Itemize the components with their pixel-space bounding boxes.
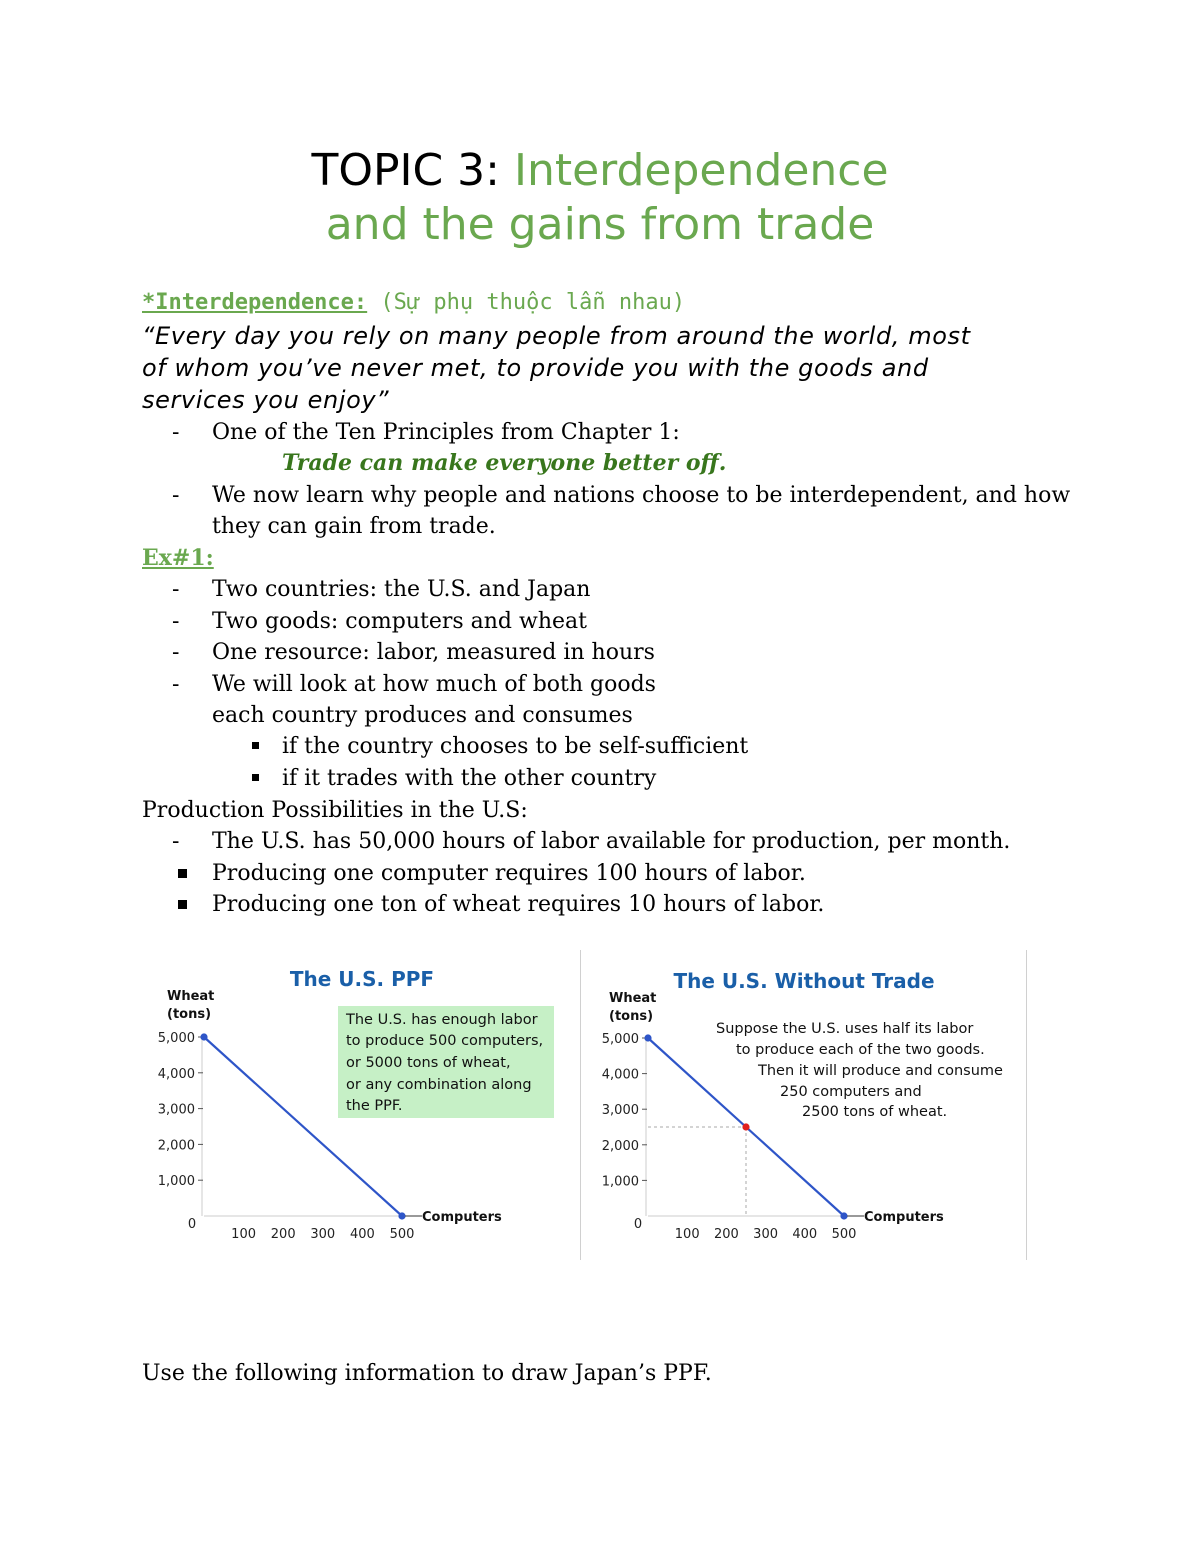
dash-marker: -	[172, 640, 180, 665]
square-bullet-icon	[252, 774, 259, 781]
dash-marker: -	[172, 672, 180, 697]
y-tick-label: 3,000	[601, 1103, 639, 1119]
x-tick-label: 200	[713, 1227, 739, 1242]
chart-divider	[580, 950, 581, 1260]
us-ppf-chart	[150, 950, 570, 1260]
annotation-line: 2500 tons of wheat.	[802, 1104, 948, 1120]
origin-label: 0	[187, 1217, 197, 1232]
bullet-interdependence-line2: they can gain from trade.	[212, 514, 496, 539]
example-item: One resource: labor, measured in hours	[212, 640, 655, 665]
annotation-line: or 5000 tons of wheat,	[346, 1055, 511, 1071]
dash-marker: -	[172, 609, 180, 634]
dash-marker: -	[172, 483, 180, 508]
title-prefix: TOPIC 3:	[311, 145, 514, 196]
interdependence-heading-row	[142, 288, 685, 318]
x-axis-label: Computers	[422, 1210, 502, 1225]
dash-marker: -	[172, 577, 180, 602]
autarky-point	[742, 1123, 749, 1130]
dash-marker: -	[172, 420, 180, 445]
ppf-endpoint	[840, 1212, 847, 1219]
production-computer-item: Producing one computer requires 100 hours of labor.	[212, 861, 806, 886]
example-item: Two goods: computers and wheat	[212, 609, 587, 634]
annotation-line: to produce 500 computers,	[346, 1033, 544, 1049]
ppf-endpoint	[398, 1212, 405, 1219]
x-tick-label: 200	[270, 1227, 296, 1242]
production-wheat-item: Producing one ton of wheat requires 10 hours of labor.	[212, 892, 825, 917]
principle-text: Trade can make everyone better off.	[282, 450, 727, 476]
example-look-line2: each country produces and consumes	[212, 703, 633, 728]
x-tick-label: 300	[753, 1227, 779, 1242]
annotation-line: Then it will produce and consume	[758, 1063, 1003, 1079]
square-bullet-icon	[178, 869, 187, 878]
x-axis-label: Computers	[864, 1210, 944, 1225]
production-labor-item: The U.S. has 50,000 hours of labor available for production, per month.	[212, 829, 1011, 854]
annotation-line: Suppose the U.S. uses half its labor	[716, 1021, 974, 1037]
quote-line: “Every day you rely on many people from around the world, most	[142, 322, 971, 350]
y-tick-label: 2,000	[601, 1138, 639, 1154]
interdependence-heading: *Interdependence:	[142, 290, 368, 315]
example-look-line1: We will look at how much of both goods	[212, 672, 656, 697]
chart-title: The U.S. PPF	[289, 967, 435, 991]
y-tick-label: 2,000	[157, 1138, 195, 1154]
chart-divider	[1026, 950, 1027, 1260]
x-tick-label: 100	[674, 1227, 700, 1242]
dash-marker: -	[172, 829, 180, 854]
y-axis-label-units: (tons)	[167, 1007, 212, 1022]
x-tick-label: 500	[389, 1227, 415, 1242]
y-tick-label: 4,000	[157, 1066, 195, 1082]
y-axis-label: Wheat	[167, 989, 215, 1004]
y-axis-label-units: (tons)	[609, 1009, 654, 1024]
annotation-line: to produce each of the two goods.	[736, 1042, 985, 1058]
origin-label: 0	[633, 1217, 643, 1232]
production-heading: Production Possibilities in the U.S:	[142, 798, 528, 823]
closing-instruction: Use the following information to draw Japan’s PPF.	[142, 1361, 712, 1386]
title-green-line1: Interdependence	[514, 145, 889, 196]
bullet-principle-intro: One of the Ten Principles from Chapter 1:	[212, 420, 680, 445]
quote-block	[142, 320, 971, 416]
page-title	[0, 144, 1200, 198]
y-tick-label: 5,000	[157, 1031, 195, 1046]
annotation-line: 250 computers and	[780, 1084, 922, 1100]
example-sub-item: if it trades with the other country	[282, 766, 657, 791]
y-tick-label: 5,000	[601, 1032, 639, 1047]
quote-line: of whom you’ve never met, to provide you with the goods and	[142, 354, 929, 382]
x-tick-label: 100	[231, 1227, 257, 1242]
chart-title: The U.S. Without Trade	[673, 969, 935, 993]
ppf-endpoint	[200, 1033, 207, 1040]
example-item: Two countries: the U.S. and Japan	[212, 577, 591, 602]
x-tick-label: 400	[792, 1227, 818, 1242]
example-label: Ex#1:	[142, 545, 214, 571]
square-bullet-icon	[178, 900, 187, 909]
page-title-line2: and the gains from trade	[325, 199, 875, 250]
y-tick-label: 1,000	[601, 1174, 639, 1190]
annotation-line: the PPF.	[346, 1098, 403, 1114]
square-bullet-icon	[252, 742, 259, 749]
x-tick-label: 500	[831, 1227, 857, 1242]
y-tick-label: 4,000	[601, 1067, 639, 1083]
quote-line: services you enjoy”	[142, 386, 390, 414]
y-tick-label: 1,000	[157, 1174, 195, 1190]
x-tick-label: 300	[310, 1227, 336, 1242]
annotation-line: The U.S. has enough labor	[346, 1012, 538, 1028]
us-without-trade-chart	[592, 950, 1012, 1260]
annotation-line: or any combination along	[346, 1077, 532, 1093]
interdependence-translation: (Sự phụ thuộc lẫn nhau)	[380, 290, 686, 315]
y-axis-label: Wheat	[609, 991, 657, 1006]
x-tick-label: 400	[349, 1227, 375, 1242]
y-tick-label: 3,000	[157, 1102, 195, 1118]
ppf-endpoint	[644, 1034, 651, 1041]
bullet-interdependence-line1: We now learn why people and nations choose to be interdependent, and how	[212, 483, 1071, 508]
example-sub-item: if the country chooses to be self-sufficient	[282, 734, 749, 759]
